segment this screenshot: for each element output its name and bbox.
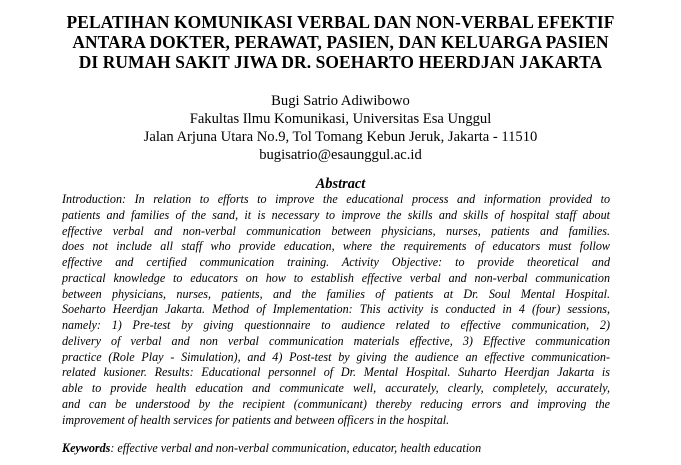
abstract-line: Soeharto Heerdjan Jakarta. Method of Implementation: This activity is conducted in 4 (four) sessions, — [62, 302, 610, 317]
title-line-2: ANTARA DOKTER, PERAWAT, PASIEN, DAN KELUARGA PASIEN — [72, 32, 609, 52]
author-faculty: Fakultas Ilmu Komunikasi, Universitas Esa Unggul — [189, 111, 492, 127]
abstract-heading: Abstract — [315, 176, 366, 192]
author-email: bugisatrio@esaunggul.ac.id — [259, 147, 422, 163]
title-line-3: DI RUMAH SAKIT JIWA DR. SOEHARTO HEERDJAN JAKARTA — [78, 52, 603, 72]
abstract-line: effective and certified communication training. Activity Objective: to provide theoretical and — [62, 255, 610, 269]
abstract-line: practical knowledge to educators on how to establish effective verbal and non-verbal communication — [62, 270, 610, 285]
title-line-1: PELATIHAN KOMUNIKASI VERBAL DAN NON-VERBAL EFEKTIF — [66, 12, 615, 32]
abstract-line: related kusioner. Results: Educational personnel of Dr. Mental Hospital. Suharto Heerdjan Jakarta is — [62, 365, 610, 380]
author-block — [20, 92, 661, 164]
keywords-text: : effective verbal and non-verbal communication, educator, health education — [110, 441, 482, 455]
abstract-line: between physicians, nurses, patients, and the families of patients at Dr. Soul Mental Hospital. — [62, 286, 610, 301]
abstract-line: patients and families of the sand, it is necessary to improve the skills and skills of hospital staff about — [62, 207, 610, 222]
abstract-line: Introduction: In relation to efforts to improve the educational process and information provided to — [62, 192, 610, 206]
keywords-line — [62, 440, 622, 456]
abstract-line: improvement of health services for patients and between officers in the hospital. — [62, 412, 450, 427]
paper-title — [20, 12, 661, 72]
abstract-line: effective verbal and non-verbal communication between physicians, nurses, patients and families. — [62, 223, 610, 238]
abstract-line: delivery of verbal and non verbal communication materials effective, 3) Effective communication — [62, 333, 610, 348]
abstract-line: and can be understood by the recipient (communicant) thereby reducing errors and improving the — [62, 396, 610, 411]
abstract-body — [62, 192, 610, 428]
abstract-line: does not include all staff who provide education, where the requirements of educators must follow — [62, 239, 610, 254]
author-name: Bugi Satrio Adiwibowo — [271, 93, 410, 109]
abstract-line: able to provide health education and communicate well, accurately, clearly, completely, accurately, — [62, 381, 610, 395]
author-address: Jalan Arjuna Utara No.9, Tol Tomang Kebun Jeruk, Jakarta - 11510 — [143, 129, 538, 145]
abstract-line: practice (Role Play - Simulation), and 4) Post-test by giving the audience an effective communication- — [62, 349, 610, 364]
abstract-line: namely: 1) Pre-test by giving questionnaire to audience related to effective communication, 2) — [62, 318, 610, 332]
keywords-label: Keywords — [62, 441, 111, 455]
